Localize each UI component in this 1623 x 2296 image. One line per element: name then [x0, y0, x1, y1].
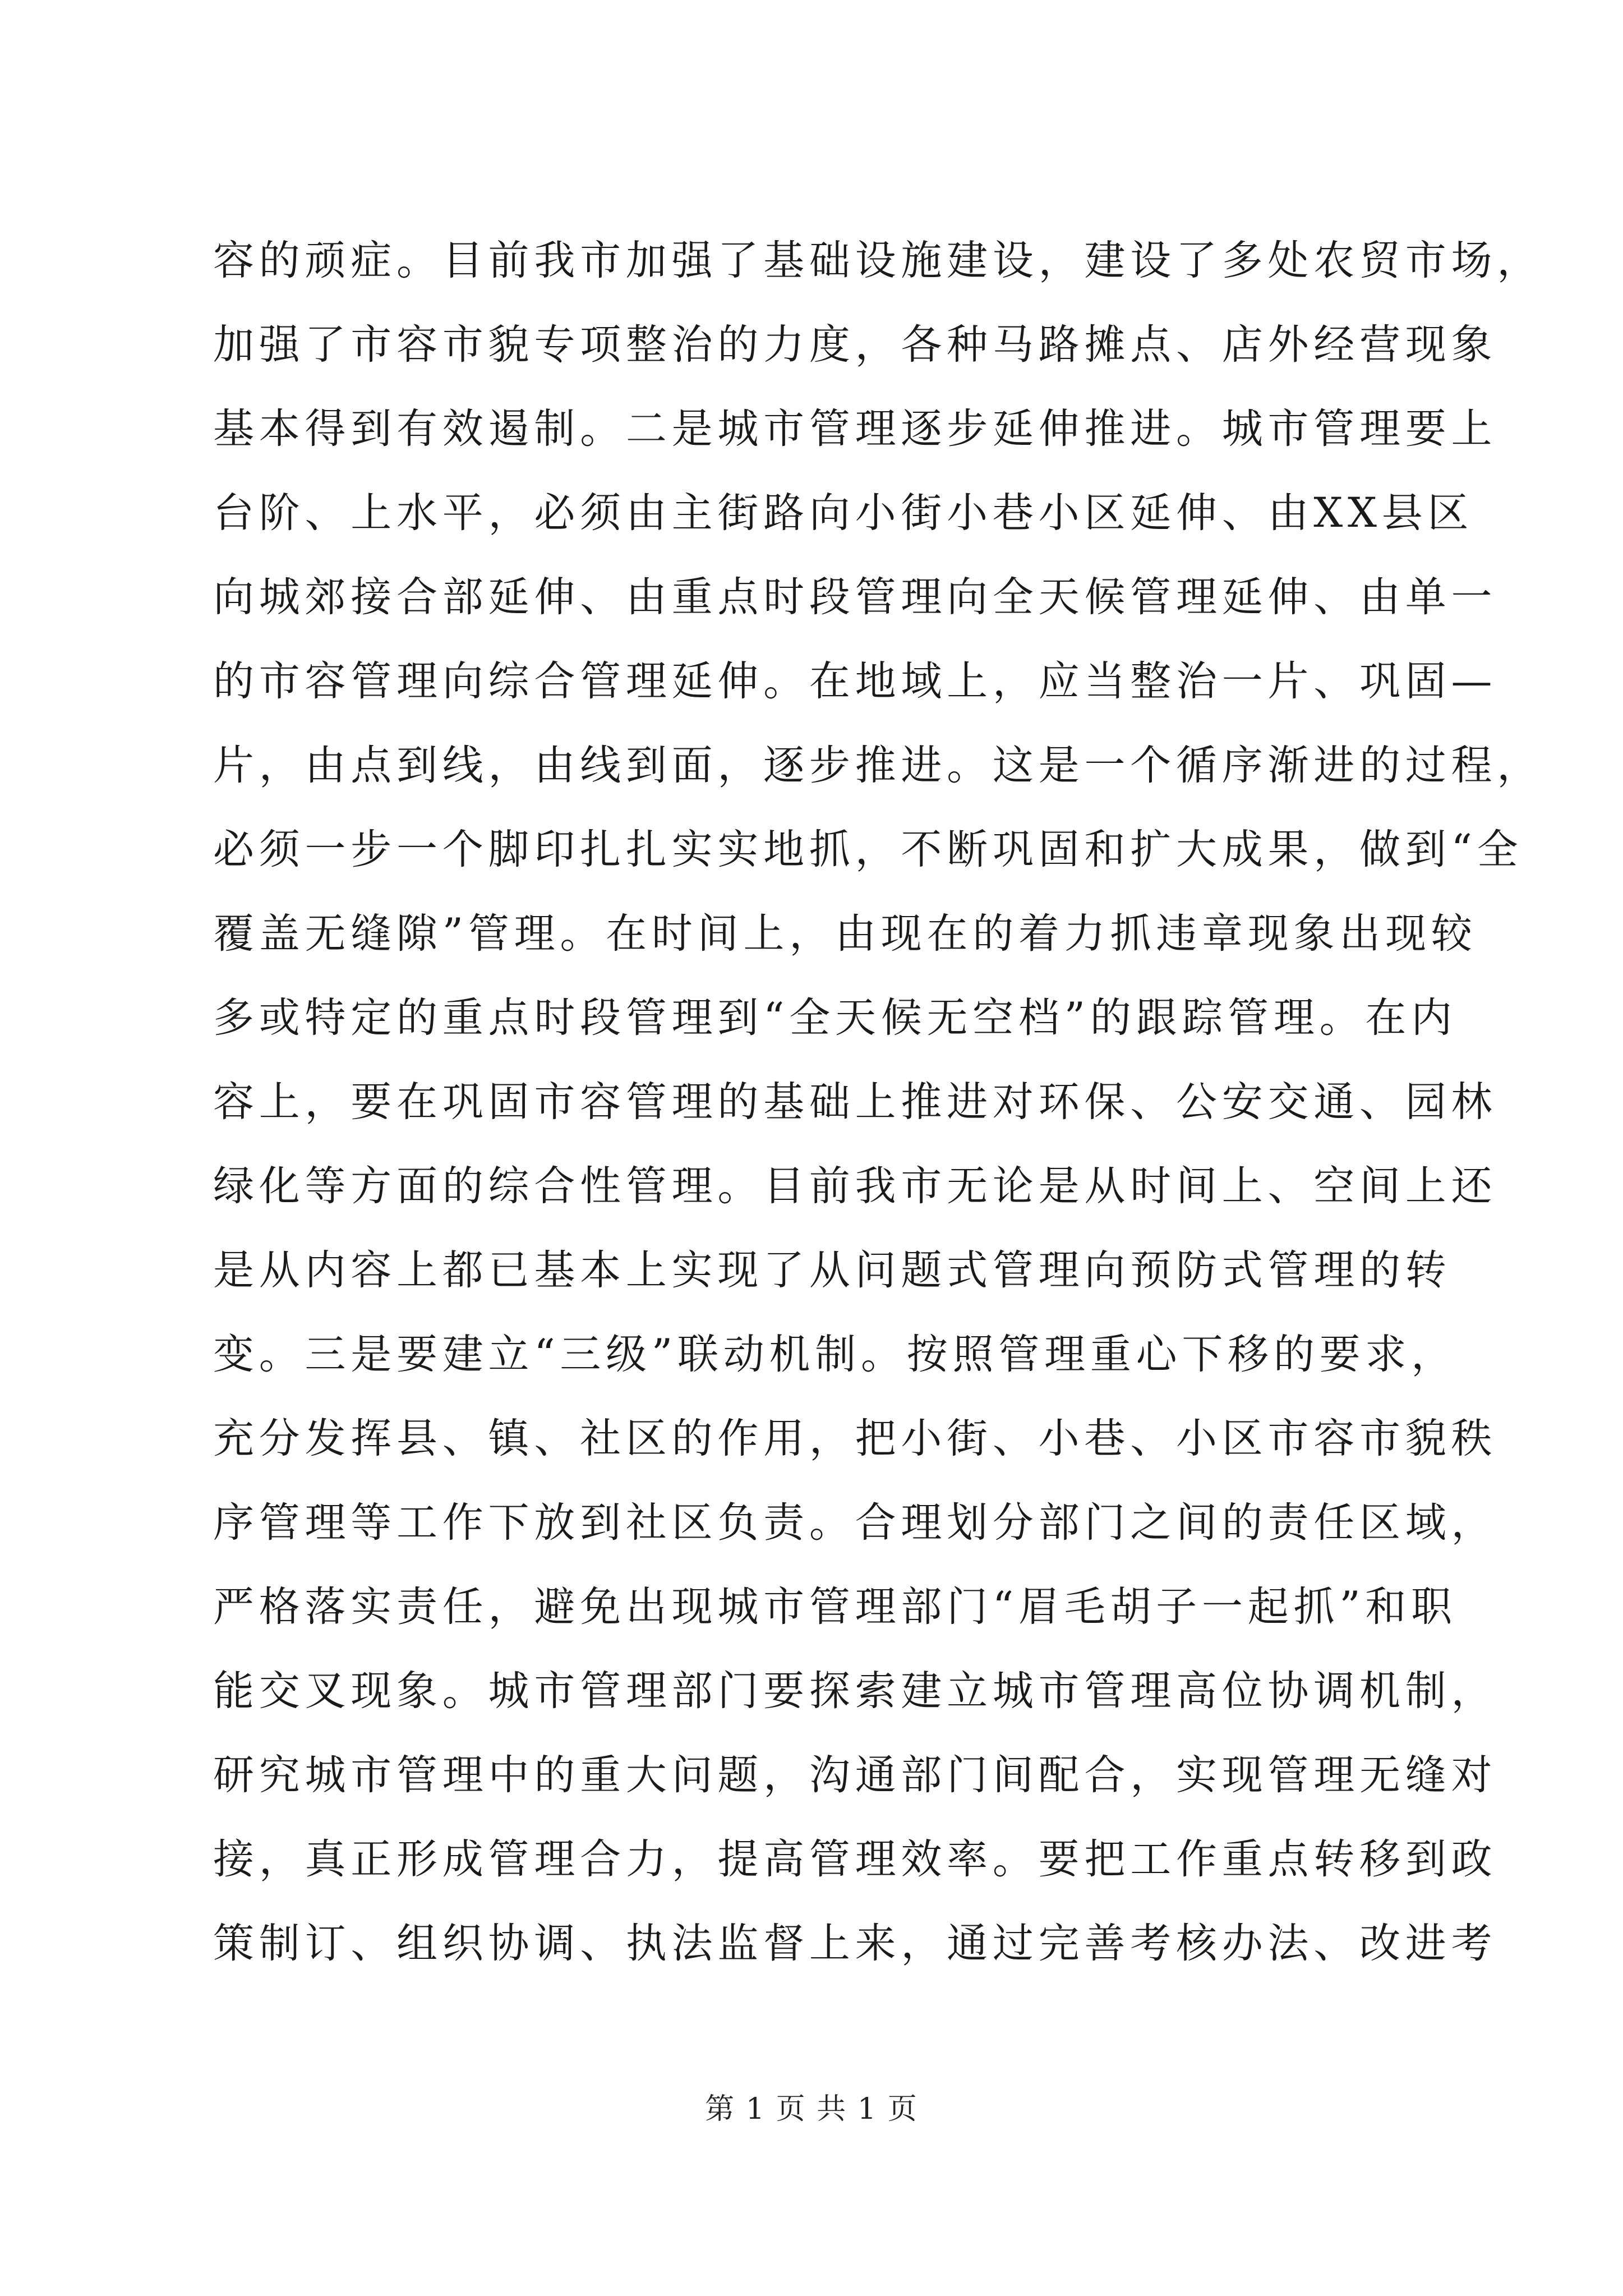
text-line-10: 多或特定的重点时段管理到“全天候无空档”的跟踪管理。在内	[213, 994, 1457, 1042]
text-line-9: 覆盖无缝隙”管理。在时间上，由现在的着力抓违章现象出现较	[213, 910, 1477, 958]
text-line-7: 片，由点到线，由线到面，逐步推进。这是一个循序渐进的过程，	[213, 742, 1543, 789]
text-line-3: 基本得到有效遏制。二是城市管理逐步延伸推进。城市管理要上	[213, 405, 1497, 453]
text-line-16: 序管理等工作下放到社区负责。合理划分部门之间的责任区域，	[213, 1499, 1497, 1547]
text-line-15: 充分发挥县、镇、社区的作用，把小街、小巷、小区市容市貌秩	[213, 1415, 1497, 1462]
text-line-18: 能交叉现象。城市管理部门要探索建立城市管理高位协调机制，	[213, 1667, 1497, 1715]
text-line-20: 接，真正形成管理合力，提高管理效率。要把工作重点转移到政	[213, 1835, 1497, 1883]
body-text	[213, 219, 1543, 1986]
text-line-8: 必须一步一个脚印扎扎实实地抓，不断巩固和扩大成果，做到“全	[213, 826, 1523, 873]
text-line-21: 策制订、组织协调、执法监督上来，通过完善考核办法、改进考	[213, 1920, 1497, 1967]
text-line-12: 绿化等方面的综合性管理。目前我市无论是从时间上、空间上还	[213, 1162, 1497, 1210]
text-line-11: 容上，要在巩固市容管理的基础上推进对环保、公安交通、园林	[213, 1078, 1497, 1126]
text-line-4: 台阶、上水平，必须由主街路向小街小巷小区延伸、由XX县区	[213, 489, 1474, 537]
page-footer	[0, 2090, 1623, 2129]
text-line-2: 加强了市容市貌专项整治的力度，各种马路摊点、店外经营现象	[213, 321, 1497, 369]
text-line-1: 容的顽症。目前我市加强了基础设施建设，建设了多处农贸市场，	[213, 237, 1543, 284]
text-line-6: 的市容管理向综合管理延伸。在地域上，应当整治一片、巩固—	[213, 657, 1497, 705]
text-line-13: 是从内容上都已基本上实现了从问题式管理向预防式管理的转	[213, 1246, 1451, 1294]
page-number-label: 第 1 页 共 1 页	[705, 2092, 918, 2126]
text-line-5: 向城郊接合部延伸、由重点时段管理向全天候管理延伸、由单一	[213, 573, 1497, 621]
text-line-14: 变。三是要建立“三级”联动机制。按照管理重心下移的要求，	[213, 1331, 1457, 1378]
text-line-19: 研究城市管理中的重大问题，沟通部门间配合，实现管理无缝对	[213, 1751, 1497, 1799]
text-line-17: 严格落实责任，避免出现城市管理部门“眉毛胡子一起抓”和职	[213, 1583, 1457, 1631]
